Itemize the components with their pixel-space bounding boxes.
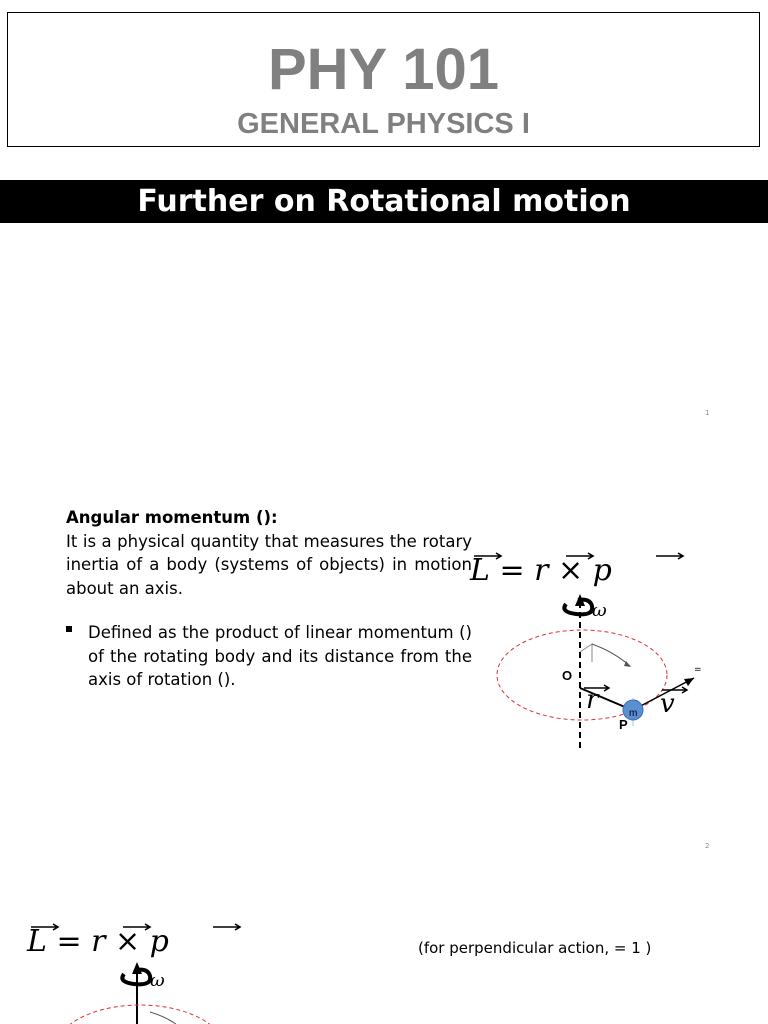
orbit-path-2 bbox=[55, 1005, 225, 1024]
equation-text: L = r × p bbox=[470, 553, 612, 588]
page-number-1: 1 bbox=[705, 409, 710, 417]
perpendicular-note: (for perpendicular action, = 1 ) bbox=[418, 939, 652, 957]
right-angle-mark bbox=[580, 644, 592, 662]
v-vector-label: v bbox=[660, 689, 675, 719]
omega-label: ω bbox=[592, 600, 607, 621]
equation-angular-momentum bbox=[470, 553, 612, 588]
slide-banner: Further on Rotational motion bbox=[0, 180, 768, 223]
rotation-diagram bbox=[480, 590, 720, 760]
r-vector-label: r bbox=[586, 685, 599, 715]
course-code: PHY 101 bbox=[267, 37, 500, 102]
point-label: P bbox=[619, 717, 628, 732]
title-box bbox=[7, 12, 760, 147]
equation-vector-arrows-2 bbox=[27, 921, 257, 961]
equation-angular-momentum-2 bbox=[27, 924, 169, 959]
definition-bullet bbox=[66, 621, 472, 692]
bullet-square-icon bbox=[66, 626, 72, 632]
equals-label: = bbox=[694, 665, 702, 675]
rotation-diagram-2 bbox=[40, 960, 260, 1024]
definition-bullet-text: Defined as the product of linear momentum () of the rotating body and its distance from the axis of rotation (). bbox=[88, 623, 472, 689]
equation-text-2: L = r × p bbox=[27, 924, 169, 959]
origin-label: O bbox=[562, 668, 573, 683]
omega-label-2: ω bbox=[150, 970, 165, 991]
rotation-direction-arrow bbox=[592, 644, 630, 666]
mass-label: m bbox=[629, 708, 638, 719]
course-name: GENERAL PHYSICS I bbox=[237, 108, 530, 140]
angular-momentum-description: It is a physical quantity that measures the rotary inertia of a body (systems of objects) in motion about an axis. bbox=[66, 531, 472, 598]
angular-momentum-text bbox=[66, 506, 472, 600]
page-number-2: 2 bbox=[705, 842, 710, 850]
equation-vector-arrows bbox=[470, 550, 700, 590]
angular-momentum-heading: Angular momentum (): bbox=[66, 508, 278, 527]
